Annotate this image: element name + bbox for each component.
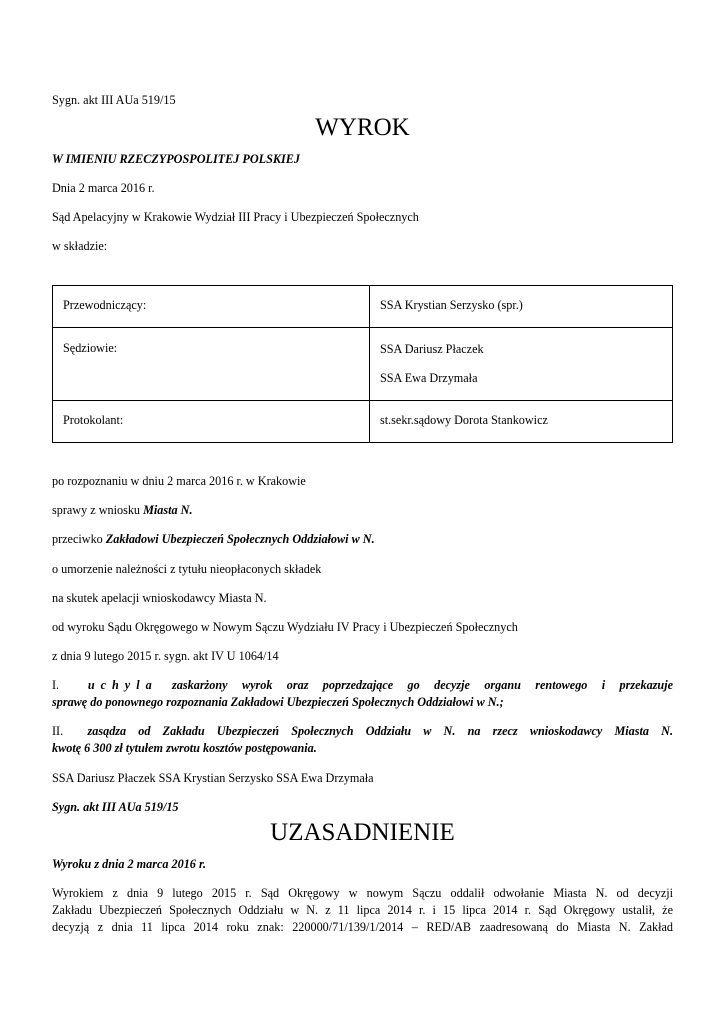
ruling-date: Dnia 2 marca 2016 r. — [52, 181, 155, 195]
paragraph-line: decyzją z dnia 11 lipca 2014 roku znak: 220000/71/139/1/2014 – RED/AB zaadresowaną do Miasta N. Zakład — [52, 920, 673, 934]
ruling-line: kwotę 6 300 zł tytułem zwrotu kosztów postępowania. — [52, 741, 317, 755]
spaced-verb: uchyla — [87, 678, 158, 692]
judges-label: Sędziowie: — [53, 328, 370, 401]
ruling-point-2 — [52, 723, 673, 757]
court-name: Sąd Apelacyjny w Krakowie Wydział III Pracy i Ubezpieczeń Społecznych — [52, 210, 419, 224]
ruling-point-1 — [52, 677, 673, 711]
case-line: o umorzenie należności z tytułu nieopłaconych składek — [52, 562, 322, 576]
justification-paragraph — [52, 885, 673, 936]
case-line: z dnia 9 lutego 2015 r. sygn. akt IV U 1064/14 — [52, 649, 279, 663]
composition-table — [52, 285, 673, 443]
case-line — [52, 502, 193, 518]
case-line: na skutek apelacji wnioskodawcy Miasta N. — [52, 591, 267, 605]
table-row — [53, 286, 673, 328]
case-line: po rozpoznaniu w dniu 2 marca 2016 r. w Krakowie — [52, 474, 306, 488]
ruling-line — [52, 723, 673, 740]
judges-signatures: SSA Dariusz Płaczek SSA Krystian Serzysko SSA Ewa Drzymała — [52, 771, 374, 785]
page-title: WYROK — [315, 114, 410, 141]
chair-label: Przewodniczący: — [53, 286, 370, 328]
title-subtitle: W IMIENIU RZECZYPOSPOLITEJ POLSKIEJ — [52, 152, 300, 166]
case-text: przeciwko — [52, 532, 106, 546]
clerk-label: Protokolant: — [53, 401, 370, 443]
point-number: II. — [52, 724, 64, 738]
table-row — [53, 401, 673, 443]
chair-value: SSA Krystian Serzysko (spr.) — [370, 286, 673, 328]
point-number: I. — [52, 678, 60, 692]
ruling-text: zasądza od Zakładu Ubezpieczeń Społecznych Oddziału w N. na rzecz wnioskodawcy Miasta N. — [87, 724, 674, 738]
case-signature: Sygn. akt III AUa 519/15 — [52, 93, 176, 107]
paragraph-line: Zakładu Ubezpieczeń Społecznych Oddziału w N. z 11 lipca 2014 r. i 15 lipca 2014 r. Sąd Okręgowy ustalił, że — [52, 903, 673, 917]
judge-name: SSA Dariusz Płaczek — [380, 342, 484, 356]
paragraph-line: Wyrokiem z dnia 9 lutego 2015 r. Sąd Okręgowy w nowym Sączu oddalił odwołanie Miasta N. od decyzji — [52, 886, 673, 900]
judges-list — [370, 328, 673, 401]
clerk-value: st.sekr.sądowy Dorota Stankowicz — [370, 401, 673, 443]
ruling-line — [52, 677, 673, 694]
composition-intro: w składzie: — [52, 239, 108, 253]
case-line — [52, 531, 375, 547]
case-text: sprawy z wniosku — [52, 503, 144, 517]
justification-title: UZASADNIENIE — [270, 819, 455, 846]
respondent-name: Zakładowi Ubezpieczeń Społecznych Oddziałowi w N. — [105, 532, 375, 546]
ruling-line: sprawę do ponownego rozpoznania Zakładowi Ubezpieczeń Społecznych Oddziałowi w N.; — [52, 695, 504, 709]
justification-subtitle: Wyroku z dnia 2 marca 2016 r. — [52, 857, 207, 871]
justification-signature: Sygn. akt III AUa 519/15 — [52, 800, 179, 814]
case-line: od wyroku Sądu Okręgowego w Nowym Sączu Wydziału IV Pracy i Ubezpieczeń Społecznych — [52, 620, 518, 634]
table-row — [53, 328, 673, 401]
judge-name: SSA Ewa Drzymała — [380, 371, 478, 385]
ruling-text: zaskarżony wyrok oraz poprzedzające go decyzje organu rentowego i przekazuje — [172, 678, 673, 692]
applicant-name: Miasta N. — [143, 503, 193, 517]
